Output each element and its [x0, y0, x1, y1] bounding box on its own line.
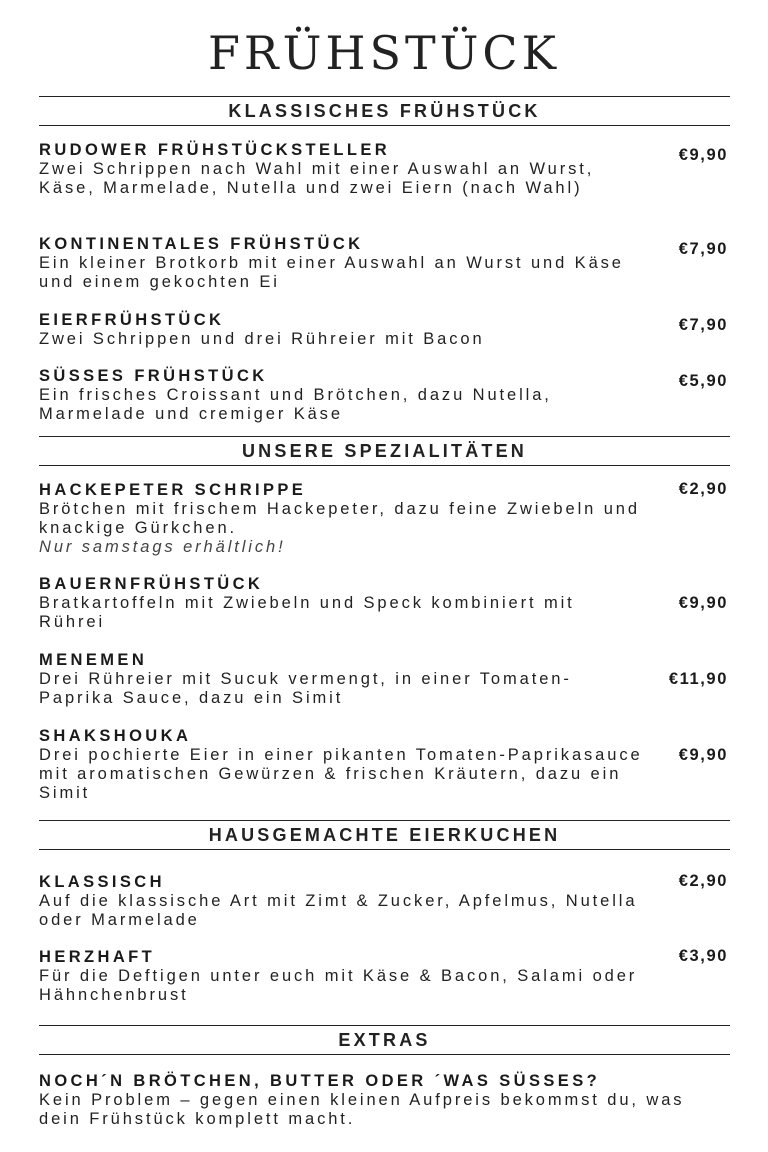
item-name: NOCH´N BRÖTCHEN, BUTTER ODER ´WAS SÜSSES?: [39, 1072, 601, 1090]
section-header-extras: EXTRAS: [39, 1025, 730, 1055]
menu-item-klassisch: [39, 872, 730, 930]
item-description: Zwei Schrippen nach Wahl mit einer Auswahl an Wurst, Käse, Marmelade, Nutella und zwei Eiern (nach Wahl): [39, 160, 595, 197]
item-description: Auf die klassische Art mit Zimt & Zucker, Apfelmus, Nutella oder Marmelade: [39, 892, 638, 929]
item-name: EIERFRÜHSTÜCK: [39, 311, 225, 329]
menu-item-shakshouka: [39, 726, 730, 803]
section-header-klassisches: KLASSISCHES FRÜHSTÜCK: [39, 96, 730, 126]
menu-item-menemen: [39, 650, 730, 708]
item-price: €7,90: [678, 240, 728, 258]
item-name: KLASSISCH: [39, 873, 165, 891]
item-description: Brötchen mit frischem Hackepeter, dazu feine Zwiebeln und knackige Gürkchen.: [39, 500, 640, 537]
menu-item-bauernfruehstueck: [39, 574, 730, 632]
item-price: €7,90: [678, 316, 728, 334]
item-price: €2,90: [678, 480, 728, 498]
item-name: BAUERNFRÜHSTÜCK: [39, 575, 264, 593]
item-description: Für die Deftigen unter euch mit Käse & Bacon, Salami oder Hähnchenbrust: [39, 967, 638, 1004]
item-name: HERZHAFT: [39, 948, 156, 966]
item-description: Ein frisches Croissant und Brötchen, dazu Nutella, Marmelade und cremiger Käse: [39, 386, 552, 423]
item-price: €9,90: [678, 746, 728, 764]
item-description: Drei Rühreier mit Sucuk vermengt, in einer Tomaten-Paprika Sauce, dazu ein Simit: [39, 670, 572, 707]
item-price: €3,90: [678, 947, 728, 965]
menu-item-extras: [39, 1071, 730, 1129]
item-description: Drei pochierte Eier in einer pikanten Tomaten-Paprikasauce mit aromatischen Gewürzen & frischen Kräutern, dazu ein Simit: [39, 746, 643, 802]
menu-item-hackepeter: [39, 480, 730, 557]
item-price: €11,90: [668, 670, 728, 688]
item-name: SHAKSHOUKA: [39, 727, 192, 745]
item-price: €5,90: [678, 372, 728, 390]
item-price: €9,90: [678, 594, 728, 612]
menu-item-herzhaft: [39, 947, 730, 1005]
section-header-spezialitaeten: UNSERE SPEZIALITÄTEN: [39, 436, 730, 466]
item-price: €9,90: [678, 146, 728, 164]
menu-item-eierfruehstueck: [39, 310, 730, 349]
item-note: Nur samstags erhältlich!: [39, 538, 286, 556]
item-name: RUDOWER FRÜHSTÜCKSTELLER: [39, 141, 391, 159]
item-description: Ein kleiner Brotkorb mit einer Auswahl an Wurst und Käse und einem gekochten Ei: [39, 254, 624, 291]
section-header-eierkuchen: HAUSGEMACHTE EIERKUCHEN: [39, 820, 730, 850]
item-name: HACKEPETER SCHRIPPE: [39, 481, 307, 499]
item-description: Zwei Schrippen und drei Rühreier mit Bacon: [39, 330, 485, 348]
menu-item-suesses: [39, 366, 730, 424]
item-description: Bratkartoffeln mit Zwiebeln und Speck kombiniert mit Rührei: [39, 594, 575, 631]
item-name: SÜSSES FRÜHSTÜCK: [39, 367, 268, 385]
item-name: MENEMEN: [39, 651, 148, 669]
menu-title: FRÜHSTÜCK: [208, 26, 560, 80]
item-description: Kein Problem – gegen einen kleinen Aufpreis bekommst du, was dein Frühstück komplett macht.: [39, 1091, 685, 1128]
item-name: KONTINENTALES FRÜHSTÜCK: [39, 235, 364, 253]
menu-item-rudower: [39, 140, 730, 198]
item-price: €2,90: [678, 872, 728, 890]
menu-item-kontinentales: [39, 234, 730, 292]
